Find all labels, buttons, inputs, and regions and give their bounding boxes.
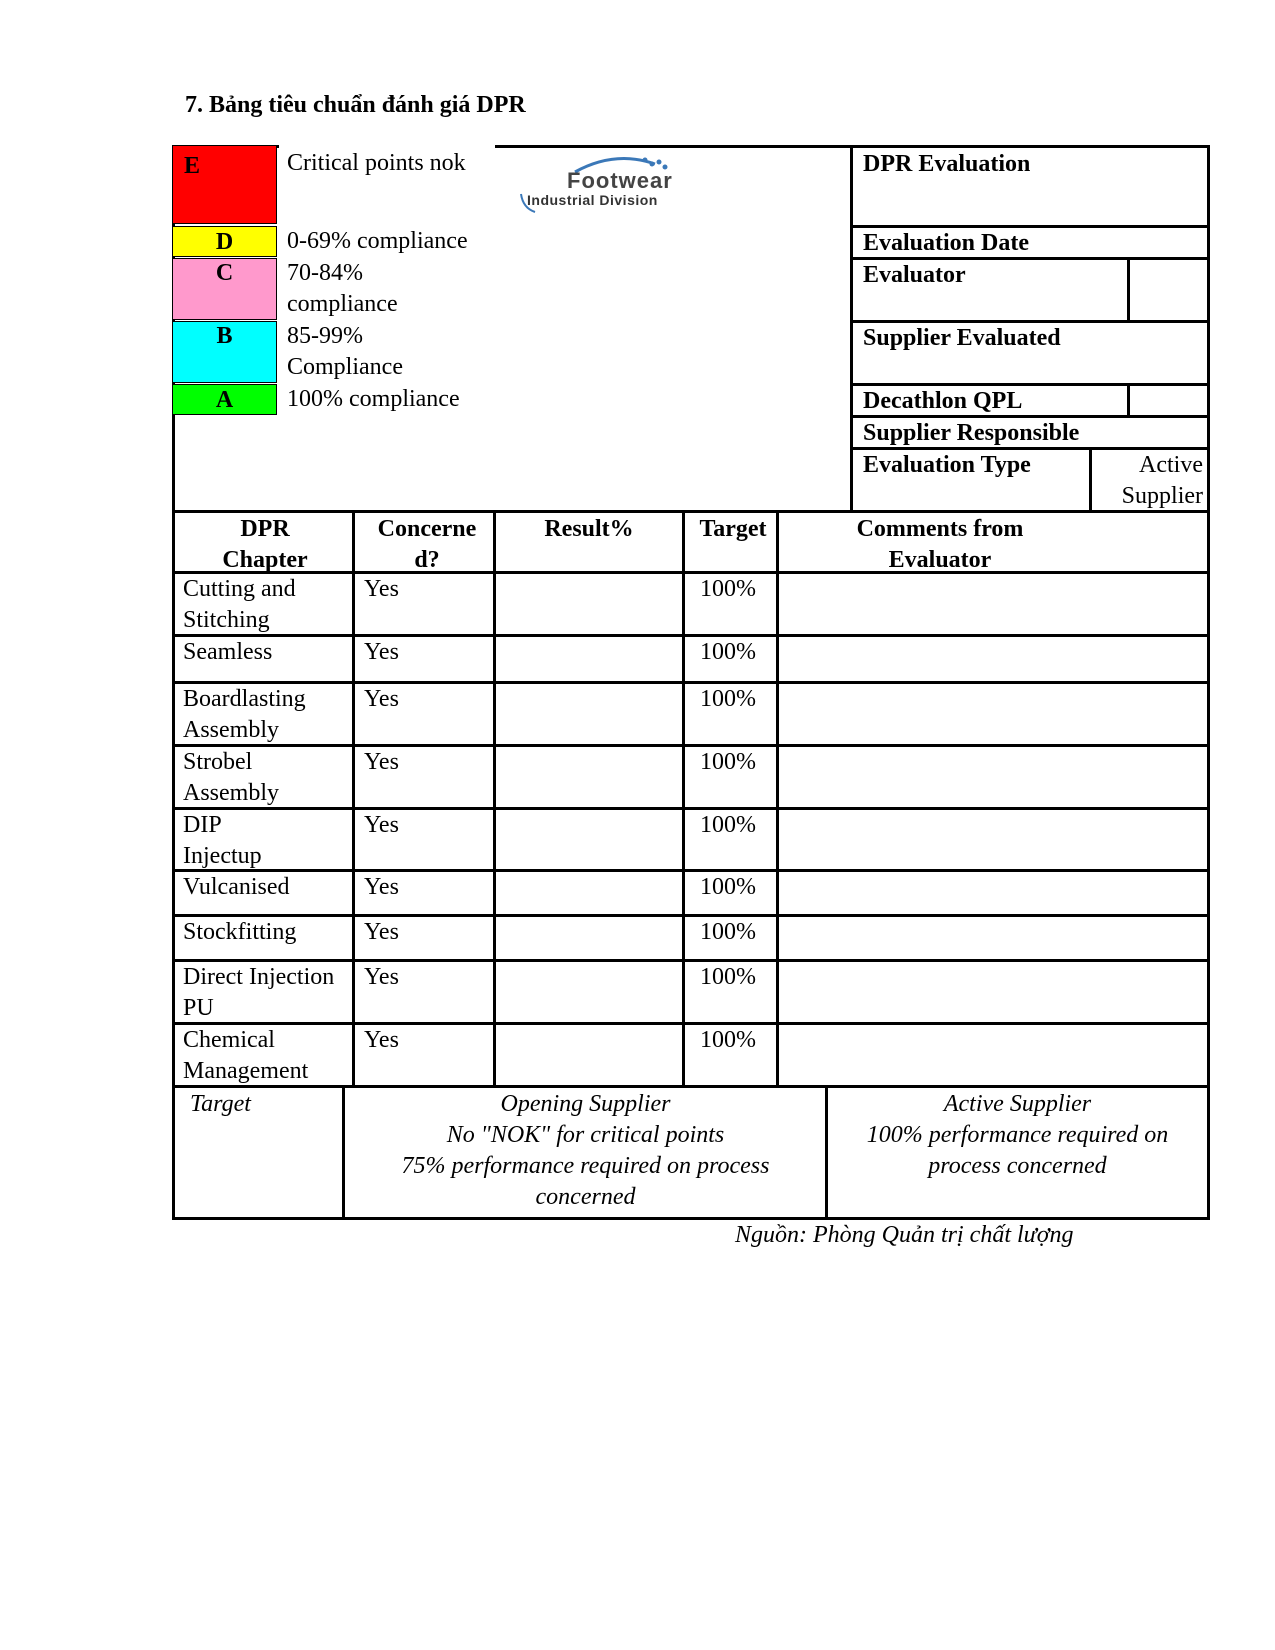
grade-a-swatch <box>172 384 277 415</box>
source-note: Nguồn: Phòng Quản trị chất lượng <box>735 1222 1074 1248</box>
row-chapter: Strobel Assembly <box>183 749 279 806</box>
grade-e-desc: Critical points nok <box>287 150 466 176</box>
logo-wordmark: Footwear <box>567 168 673 193</box>
row-target: 100% <box>700 576 756 602</box>
grade-e-letter: E <box>184 153 201 179</box>
row-concerned: Yes <box>364 812 399 838</box>
grade-b-swatch <box>172 321 277 383</box>
grade-c-letter: C <box>215 260 234 286</box>
row-chapter: DIP Injectup <box>183 812 262 869</box>
grade-a-letter: A <box>215 387 234 413</box>
row-concerned: Yes <box>364 964 399 990</box>
supplier-responsible-label: Supplier Responsible <box>863 420 1080 446</box>
row-chapter: Cutting and Stitching <box>183 576 296 633</box>
opening-supplier-title: Opening Supplier <box>500 1091 671 1117</box>
active-supplier-block <box>830 1089 1205 1182</box>
row-chapter: Chemical Management <box>183 1027 309 1084</box>
grade-a-desc: 100% compliance <box>287 386 460 412</box>
row-concerned: Yes <box>364 919 399 945</box>
row-target: 100% <box>700 919 756 945</box>
evaluation-type-label: Evaluation Type <box>863 452 1031 478</box>
evaluator-label: Evaluator <box>863 262 966 288</box>
supplier-evaluated-label: Supplier Evaluated <box>863 325 1061 351</box>
row-target: 100% <box>700 964 756 990</box>
opening-supplier-line2: 75% performance required on process concerned <box>401 1153 770 1210</box>
grade-d-letter: D <box>215 229 234 255</box>
logo-subtitle: Industrial Division <box>527 192 658 208</box>
evaluation-type-value: Active Supplier <box>1121 452 1203 509</box>
row-concerned: Yes <box>364 639 399 665</box>
grade-d-desc: 0-69% compliance <box>287 228 468 254</box>
row-target: 100% <box>700 874 756 900</box>
row-chapter: Direct Injection PU <box>183 964 335 1021</box>
decathlon-qpl-label: Decathlon QPL <box>863 388 1023 414</box>
row-target: 100% <box>700 639 756 665</box>
header-result: Result% <box>544 516 634 542</box>
grade-c-swatch <box>172 258 277 320</box>
grade-e-swatch <box>172 145 277 224</box>
header-dpr-chapter: DPR Chapter <box>222 516 308 573</box>
opening-supplier-block <box>348 1089 823 1213</box>
active-supplier-title: Active Supplier <box>943 1091 1092 1117</box>
header-concerned: Concerned? <box>377 516 477 573</box>
active-supplier-line1: 100% performance required on process concerned <box>866 1122 1169 1179</box>
grade-c-desc: 70-84% compliance <box>287 260 398 317</box>
dpr-evaluation-label: DPR Evaluation <box>863 151 1031 177</box>
row-target: 100% <box>700 686 756 712</box>
row-chapter: Stockfitting <box>183 919 297 945</box>
row-chapter: Seamless <box>183 639 273 665</box>
header-target: Target <box>699 516 767 542</box>
header-comments: Comments from Evaluator <box>856 516 1024 573</box>
grade-d-swatch <box>172 226 277 257</box>
row-target: 100% <box>700 812 756 838</box>
target-label: Target <box>190 1091 251 1117</box>
page-title: 7. Bảng tiêu chuẩn đánh giá DPR <box>185 92 526 118</box>
row-concerned: Yes <box>364 749 399 775</box>
row-target: 100% <box>700 1027 756 1053</box>
row-chapter: Vulcanised <box>183 874 290 900</box>
row-concerned: Yes <box>364 576 399 602</box>
row-concerned: Yes <box>364 1027 399 1053</box>
opening-supplier-line1: No "NOK" for critical points <box>446 1122 725 1148</box>
row-chapter: Boardlasting Assembly <box>183 686 306 743</box>
grade-b-desc: 85-99% Compliance <box>287 323 403 380</box>
row-concerned: Yes <box>364 874 399 900</box>
row-concerned: Yes <box>364 686 399 712</box>
footwear-logo <box>515 150 715 220</box>
row-target: 100% <box>700 749 756 775</box>
grade-b-letter: B <box>216 323 233 349</box>
evaluation-date-label: Evaluation Date <box>863 230 1030 256</box>
